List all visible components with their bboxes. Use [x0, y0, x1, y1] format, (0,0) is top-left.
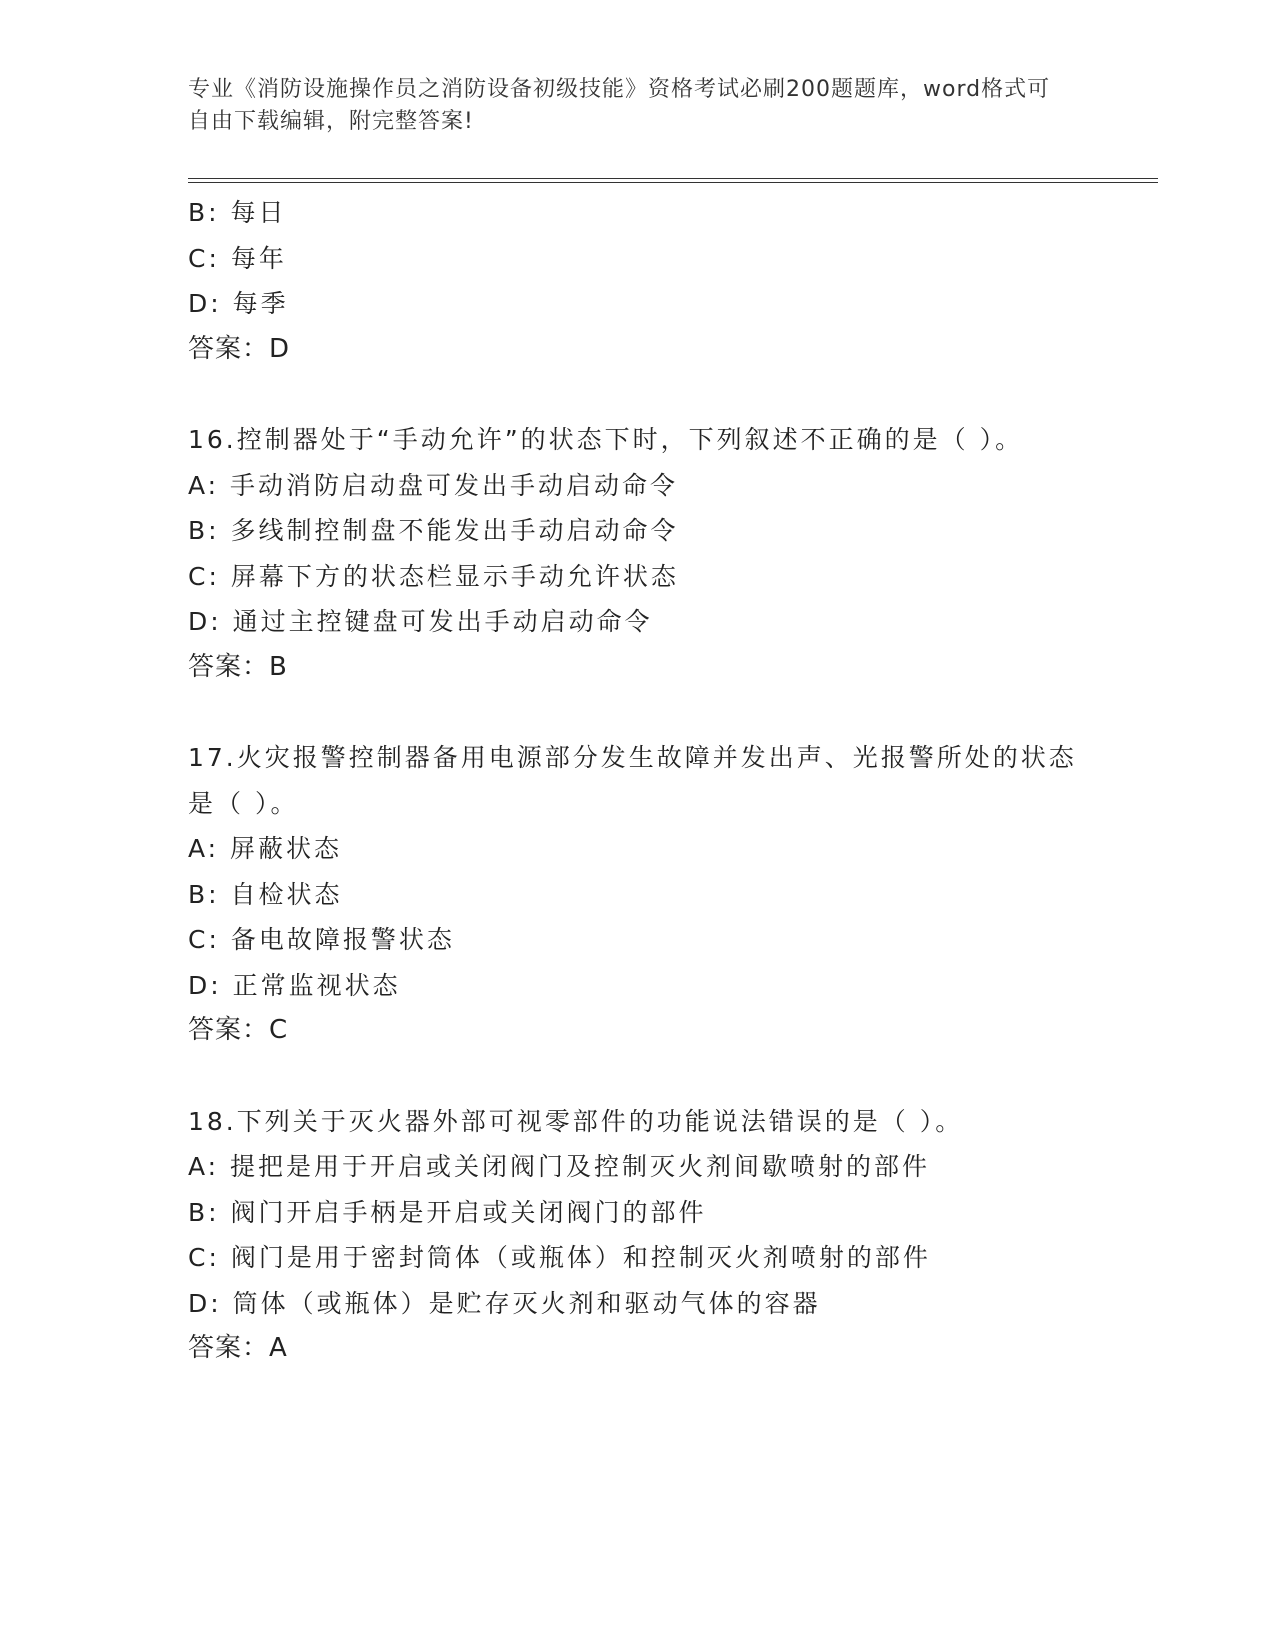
question-stem: 17.火灾报警控制器备用电源部分发生故障并发出声、光报警所处的状态是（ ）。	[188, 743, 1077, 818]
answer-line: 答案：A	[188, 1333, 288, 1363]
option-d: D: 正常监视状态	[188, 970, 401, 1000]
question-17	[188, 735, 1148, 1054]
option-b: B: 阀门开启手柄是开启或关闭阀门的部件	[188, 1197, 707, 1227]
answer-line: 答案：B	[188, 651, 288, 682]
option-b: B: 每日	[188, 198, 287, 227]
option-c: C: 备电故障报警状态	[188, 925, 455, 954]
option-c: C: 阀门是用于密封筒体（或瓶体）和控制灭火剂喷射的部件	[188, 1243, 931, 1272]
continued-question	[188, 190, 1148, 372]
option-a: A: 手动消防启动盘可发出手动启动命令	[188, 470, 679, 500]
option-a: A: 提把是用于开启或关闭阀门及控制灭火剂间歇喷射的部件	[188, 1152, 931, 1181]
question-list	[188, 190, 1148, 1372]
option-d: D: 通过主控键盘可发出手动启动命令	[188, 607, 653, 636]
question-18	[188, 1099, 1148, 1372]
option-c: C: 每年	[188, 243, 287, 273]
option-b: B: 多线制控制盘不能发出手动启动命令	[188, 516, 679, 545]
question-stem: 18.下列关于灭火器外部可视零部件的功能说法错误的是（ ）。	[188, 1106, 964, 1136]
option-c: C: 屏幕下方的状态栏显示手动允许状态	[188, 561, 679, 591]
answer-line: 答案：D	[188, 333, 291, 364]
option-a: A: 屏蔽状态	[188, 834, 343, 863]
question-stem: 16.控制器处于“手动允许”的状态下时，下列叙述不正确的是（ ）。	[188, 425, 1024, 454]
option-b: B: 自检状态	[188, 879, 343, 909]
option-d: D: 每季	[188, 289, 289, 318]
header-divider-top	[188, 178, 1158, 179]
option-d: D: 筒体（或瓶体）是贮存灭火剂和驱动气体的容器	[188, 1288, 821, 1318]
header-divider-bottom	[188, 182, 1158, 183]
document-header: 专业《消防设施操作员之消防设备初级技能》资格考试必刷200题题库，word格式可自由下载编辑，附完整答案!	[188, 77, 1051, 134]
question-16	[188, 417, 1148, 690]
answer-line: 答案：C	[188, 1015, 289, 1045]
